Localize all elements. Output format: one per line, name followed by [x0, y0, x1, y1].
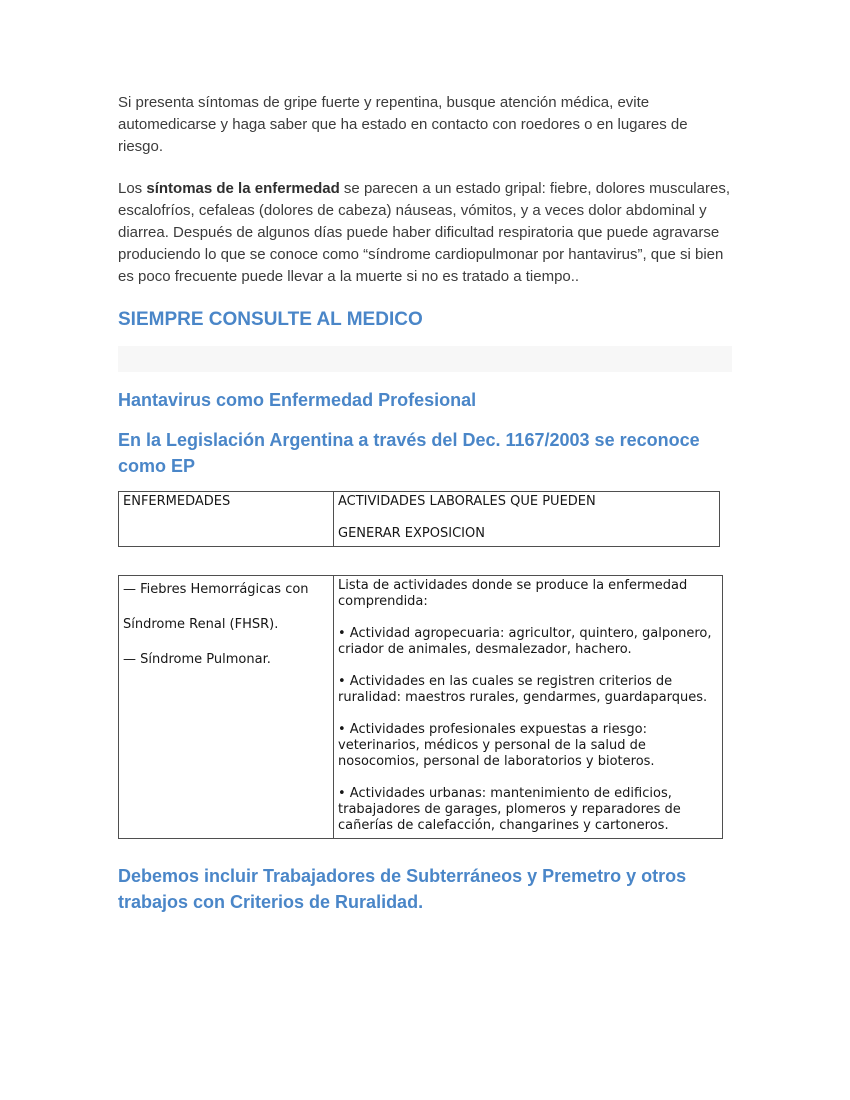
header-table-col2-line2: GENERAR EXPOSICION: [338, 526, 485, 541]
disease-item: — Síndrome Pulmonar.: [123, 652, 271, 667]
activities-intro: Lista de actividades donde se produce la enfermedad comprendida:: [338, 578, 688, 609]
section-divider-bar: [118, 346, 732, 372]
activity-item: • Actividades en las cuales se registren criterios de ruralidad: maestros rurales, gendarmes, guardaparques.: [338, 674, 708, 705]
activities-cell: [333, 576, 722, 838]
heading-enfermedad-profesional: Hantavirus como Enfermedad Profesional: [118, 390, 477, 410]
heading-subterraneos: Debemos incluir Trabajadores de Subterráneos y Premetro y otros trabajos con Criterios de Ruralidad.: [118, 866, 687, 912]
symptoms-paragraph: [118, 178, 732, 288]
symptoms-paragraph-bold: síntomas de la enfermedad: [146, 180, 340, 197]
intro-paragraph: Si presenta síntomas de gripe fuerte y repentina, busque atención médica, evite automedicarse y haga saber que ha estado en contacto con roedores o en lugares de riesgo.: [118, 94, 688, 155]
heading-consulte-medico: SIEMPRE CONSULTE AL MEDICO: [118, 309, 423, 330]
heading-legislacion-argentina: En la Legislación Argentina a través del Dec. 1167/2003 se reconoce como EP: [118, 430, 700, 476]
document-content: [118, 0, 732, 915]
symptoms-paragraph-rest: se parecen a un estado gripal: fiebre, dolores musculares, escalofríos, cefaleas (dolores de cabeza) náuseas, vómitos, y a veces dolor abdominal y diarrea. Después de algunos días puede haber dificultad respiratoria que puede agravarse produciendo lo que se conoce como “síndrome cardiopulmonar por hantavirus”, que si bien es poco frecuente puede llevar a la muerte si no es tratado a tiempo..: [118, 180, 730, 285]
diseases-cell: [119, 576, 333, 838]
header-table-col1-label: ENFERMEDADES: [123, 494, 231, 509]
activity-item: • Actividad agropecuaria: agricultor, quintero, galponero, criador de animales, desmalezador, hachero.: [338, 626, 712, 657]
detail-table: [118, 575, 723, 839]
symptoms-paragraph-prefix: Los: [118, 180, 147, 197]
header-table: [118, 491, 720, 547]
header-cell-actividades: [333, 492, 719, 546]
disease-item: — Fiebres Hemorrágicas con Síndrome Renal (FHSR).: [123, 582, 309, 632]
activity-item: • Actividades profesionales expuestas a riesgo: veterinarios, médicos y personal de la salud de nosocomios, personal de laboratorios y bioteros.: [338, 722, 655, 769]
activity-item: • Actividades urbanas: mantenimiento de edificios, trabajadores de garages, plomeros y reparadores de cañerías de calefacción, changarines y cartoneros.: [338, 786, 681, 833]
header-cell-enfermedades: [119, 492, 333, 546]
header-table-col2-line1: ACTIVIDADES LABORALES QUE PUEDEN: [338, 494, 596, 509]
